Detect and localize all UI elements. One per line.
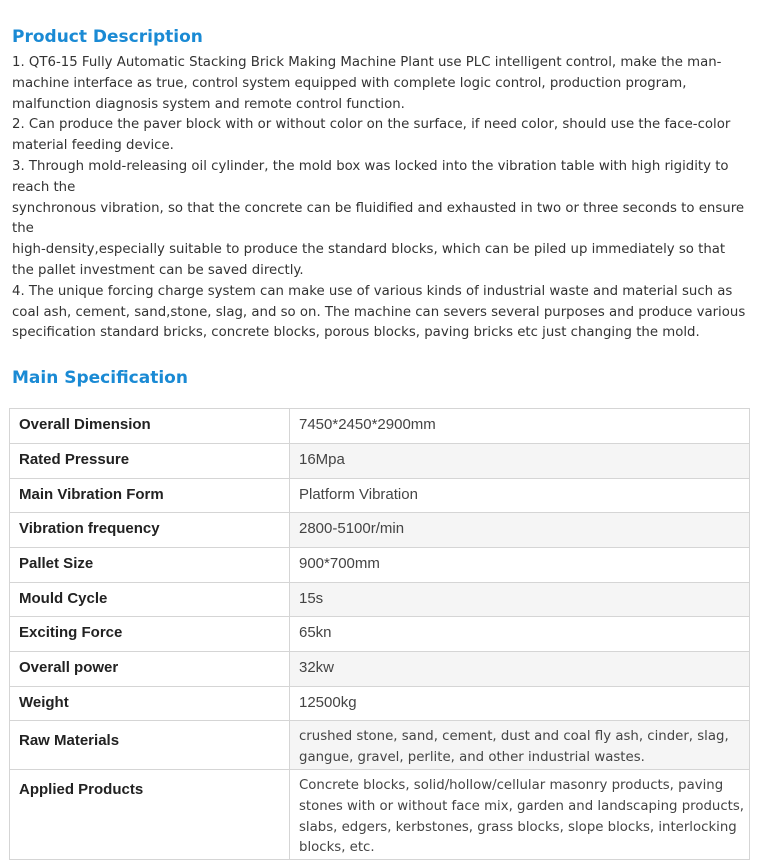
spec-label: Main Vibration Form (10, 478, 290, 513)
main-specification-heading: Main Specification (12, 368, 188, 389)
table-row (10, 478, 750, 513)
table-row (10, 513, 750, 548)
spec-value: Platform Vibration (290, 478, 750, 513)
spec-value: 15s (290, 582, 750, 617)
product-description-heading: Product Description (12, 27, 203, 47)
specification-table (9, 408, 750, 860)
spec-label: Overall Dimension (10, 409, 290, 444)
spec-value: 65kn (290, 617, 750, 652)
spec-value: 16Mpa (290, 443, 750, 478)
spec-value: 900*700mm (290, 547, 750, 582)
table-row (10, 617, 750, 652)
spec-value: 2800-5100r/min (290, 513, 750, 548)
spec-value: 12500kg (290, 686, 750, 721)
description-paragraph: 3. Through mold-releasing oil cylinder, the mold box was locked into the vibration table with high rigidity to reach the (12, 158, 729, 195)
table-row (10, 443, 750, 478)
spec-label: Exciting Force (10, 617, 290, 652)
spec-label: Applied Products (10, 769, 290, 859)
spec-label: Weight (10, 686, 290, 721)
table-row (10, 769, 750, 859)
table-row (10, 582, 750, 617)
table-row (10, 651, 750, 686)
description-paragraph: 2. Can produce the paver block with or without color on the surface, if need color, should use the face-color material feeding device. (12, 117, 731, 154)
description-paragraph: high-density,especially suitable to produce the standard blocks, which can be piled up immediately so that the pallet investment can be saved directly. (12, 242, 726, 278)
table-row (10, 686, 750, 721)
description-paragraph: synchronous vibration, so that the concrete can be fluidified and exhausted in two or three seconds to ensure the (12, 200, 745, 237)
description-paragraph: 1. QT6-15 Fully Automatic Stacking Brick Making Machine Plant use PLC intelligent control, make the man-machine interface as true, control system equipped with complete logic control, production program, malfunction diagnosis system and remote control function. (12, 55, 722, 112)
table-row (10, 409, 750, 444)
description-paragraph: 4. The unique forcing charge system can make use of various kinds of industrial waste and material such as coal ash, cement, sand,stone, slag, and so on. The machine can severs several purposes and produce various specification standard bricks, concrete blocks, porous blocks, paving bricks etc just changing the mold. (12, 283, 746, 341)
spec-value: crushed stone, sand, cement, dust and coal fly ash, cinder, slag, gangue, gravel, perlite, and other industrial wastes. (290, 721, 750, 770)
spec-label: Raw Materials (10, 721, 290, 770)
spec-label: Pallet Size (10, 547, 290, 582)
spec-label: Rated Pressure (10, 443, 290, 478)
spec-value: Concrete blocks, solid/hollow/cellular masonry products, paving stones with or without face mix, garden and landscaping products, slabs, edgers, kerbstones, grass blocks, slope blocks, interlocking blocks, etc. (290, 769, 750, 859)
spec-label: Vibration frequency (10, 513, 290, 548)
spec-value: 7450*2450*2900mm (290, 409, 750, 444)
table-row (10, 721, 750, 770)
spec-value: 32kw (290, 651, 750, 686)
product-description-text (12, 53, 748, 344)
spec-label: Mould Cycle (10, 582, 290, 617)
table-row (10, 547, 750, 582)
spec-label: Overall power (10, 651, 290, 686)
